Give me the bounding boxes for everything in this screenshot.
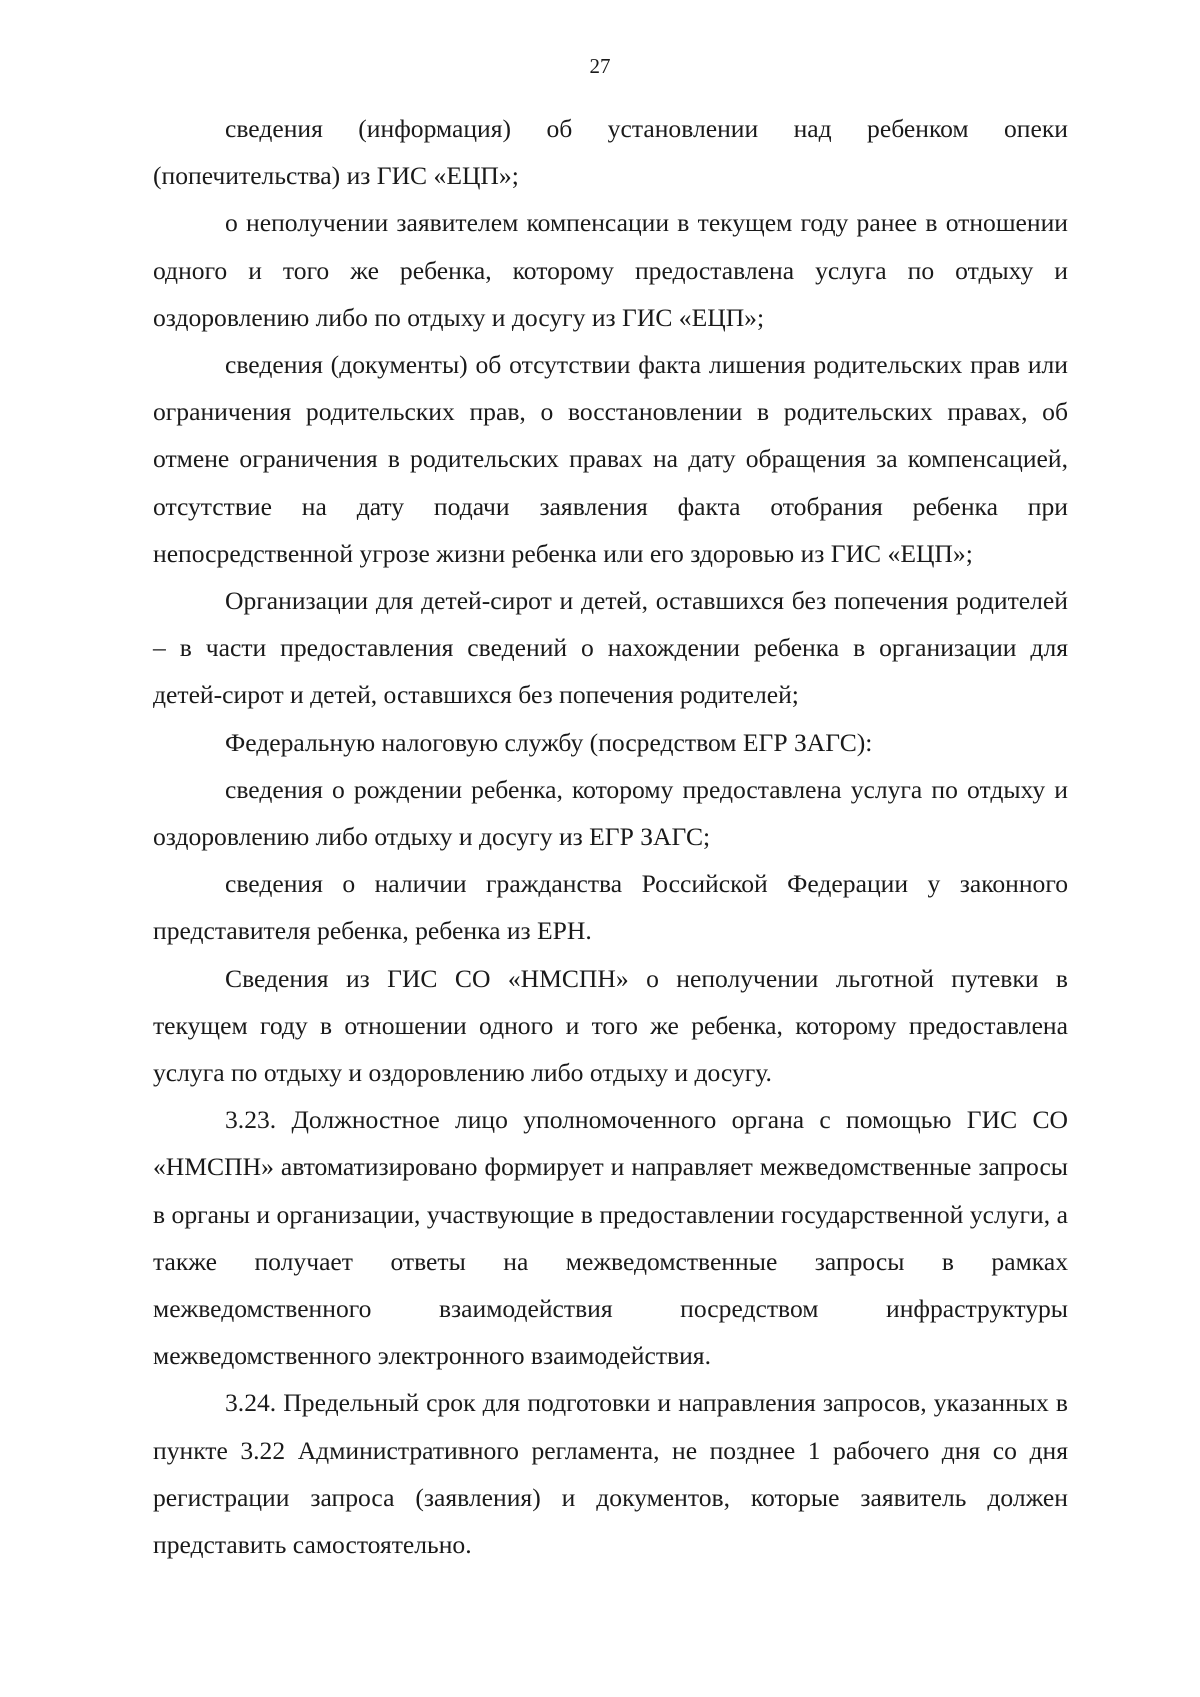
- paragraph-orphan-organizations: Организации для детей-сирот и детей, оставшихся без попечения родителей – в части предоставления сведений о нахождении ребенка в организации для детей-сирот и детей, оставшихся без попечения родителей;: [153, 586, 1068, 710]
- paragraph-citizenship-info: сведения о наличии гражданства Российской Федерации у законного представителя ребенка, ребенка из ЕРН.: [153, 869, 1068, 946]
- paragraph-birth-info: сведения о рождении ребенка, которому предоставлена услуга по отдыху и оздоровлению либо отдыху и досугу из ЕГР ЗАГС;: [153, 774, 1068, 852]
- paragraph-compensation-not-received: о неполучении заявителем компенсации в текущем году ранее в отношении одного и того же ребенка, которому предоставлена услуга по отдыху и оздоровлению либо по отдыху и досугу из ГИС «ЕЦП»;: [153, 208, 1068, 332]
- paragraph-section-3-23: 3.23. Должностное лицо уполномоченного органа с помощью ГИС СО «НМСПН» автоматизировано формирует и направляет межведомственные запросы в органы и организации, участвующие в предоставлении государственной услуги, а также получает ответы на межведомственные запросы в рамках межведомственного взаимодействия посредством инфраструктуры межведомственного электронного взаимодействия.: [153, 1105, 1068, 1371]
- paragraph-guardianship-info: сведения (информация) об установлении над ребенком опеки (попечительства) из ГИС «ЕЦП»;: [153, 114, 1068, 191]
- paragraph-voucher-info: Сведения из ГИС СО «НМСПН» о неполучении льготной путевки в текущем году в отношении одного и того же ребенка, которому предоставлена услуга по отдыху и оздоровлению либо отдыху и досугу.: [153, 963, 1068, 1088]
- document-body: [153, 105, 1068, 1568]
- paragraph-parental-rights: сведения (документы) об отсутствии факта лишения родительских прав или ограничения родительских прав, о восстановлении в родительских правах, об отмене ограничения в родительских правах на дату обращения за компенсацией, отсутствие на дату подачи заявления факта отобрания ребенка при непосредственной угрозе жизни ребенка или его здоровью из ГИС «ЕЦП»;: [153, 350, 1068, 568]
- paragraph-section-3-24: 3.24. Предельный срок для подготовки и направления запросов, указанных в пункте 3.22 Административного регламента, не позднее 1 рабочего дня со дня регистрации запроса (заявления) и документов, которые заявитель должен представить самостоятельно.: [153, 1388, 1068, 1560]
- paragraph-tax-service: Федеральную налоговую службу (посредством ЕГР ЗАГС):: [225, 727, 873, 757]
- page-number: 27: [589, 54, 611, 78]
